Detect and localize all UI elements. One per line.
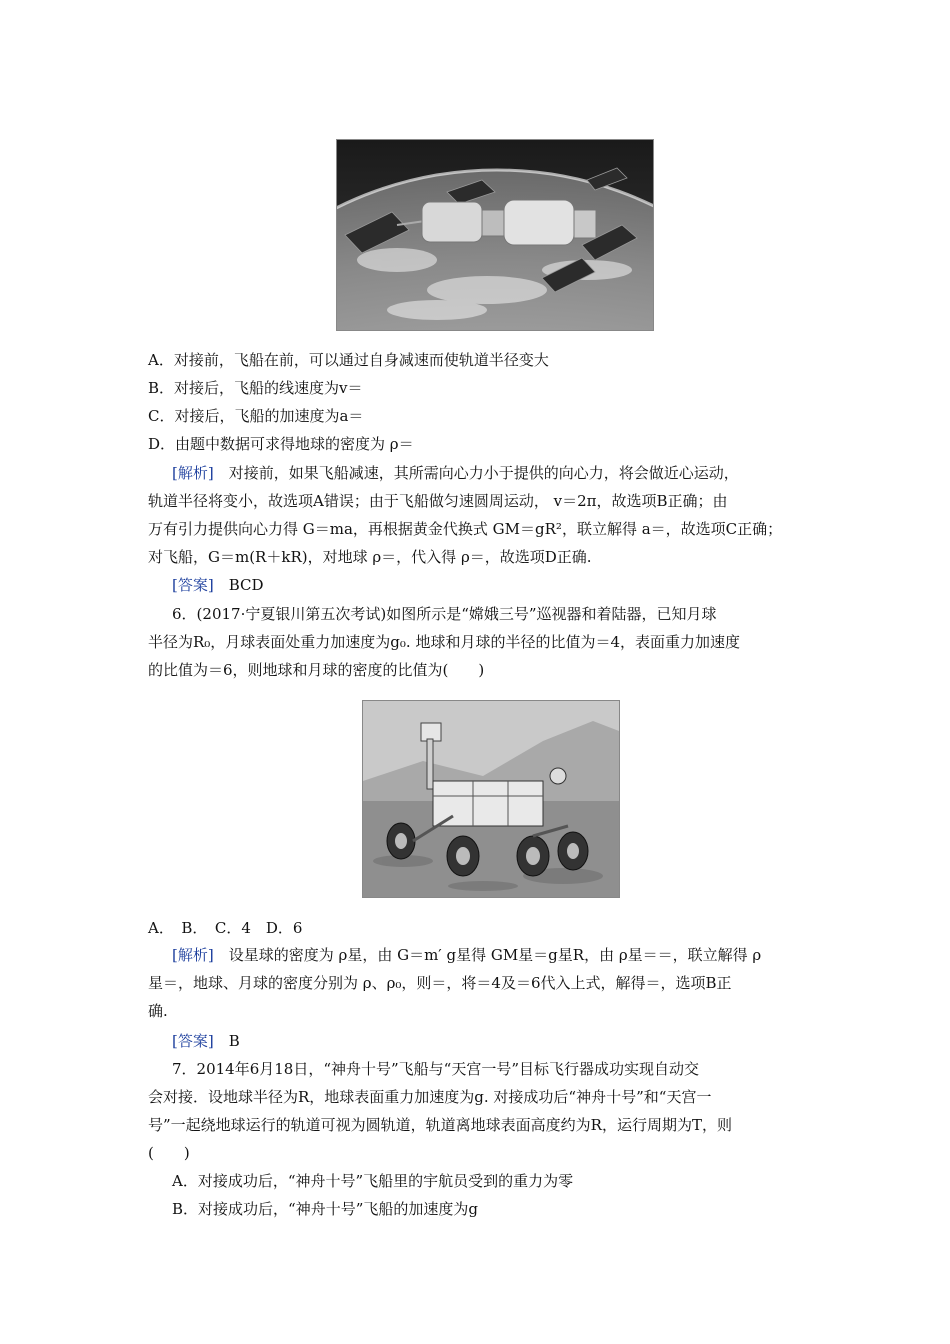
q6-stem-line-2: 半径为R₀，月球表面处重力加速度为g₀. 地球和月球的半径的比值为＝4，表面重力加速度	[148, 633, 741, 651]
q5-analysis-line-1: [解析] 对接前，如果飞船减速，其所需向心力小于提供的向心力，将会做近心运动，	[172, 464, 739, 482]
q6-analysis-line-3: 确.	[148, 1002, 168, 1020]
q6-stem-line-1: 6．(2017·宁夏银川第五次考试)如图所示是“嫦娥三号”巡视器和着陆器，已知月球	[172, 605, 717, 623]
q7-option-a: A．对接成功后，“神舟十号”飞船里的宇航员受到的重力为零	[172, 1172, 574, 1190]
q7-stem-line-3: 号”一起绕地球运行的轨道可视为圆轨道，轨道离地球表面高度约为R，运行周期为T，则	[148, 1116, 732, 1134]
q7-stem-line-1: 7．2014年6月18日，“神舟十号”飞船与“天宫一号”目标飞行器成功实现自动交	[172, 1060, 700, 1078]
q7-option-b: B．对接成功后，“神舟十号”飞船的加速度为g	[172, 1200, 478, 1218]
q5-option-a: A．对接前，飞船在前，可以通过自身减速而使轨道半径变大	[148, 351, 549, 369]
answer-label: [答案]	[172, 1032, 214, 1050]
q5-answer: [答案] BCD	[172, 576, 264, 594]
answer-label: [答案]	[172, 576, 214, 594]
q5-analysis-line-3: 万有引力提供向心力得 G＝ma，再根据黄金代换式 GM＝gR²，联立解得 a＝，故选项C正确；	[148, 520, 783, 538]
analysis-label: [解析]	[172, 464, 214, 482]
q6-analysis-line-2: 星＝，地球、月球的密度分别为 ρ、ρ₀，则＝，将＝4及＝6代入上式，解得＝，选项B正	[148, 974, 732, 992]
q6-analysis-line-1: [解析] 设星球的密度为 ρ星，由 G＝m′ g星得 GM星＝g星R，由 ρ星＝＝，联立解得 ρ	[172, 946, 762, 964]
q7-stem-line-2: 会对接．设地球半径为R，地球表面重力加速度为g. 对接成功后“神舟十号”和“天宫一	[148, 1088, 712, 1106]
q6-options: A． B． C．4 D．6	[148, 919, 303, 937]
q5-analysis-line-4: 对飞船，G＝m(R＋kR)，对地球 ρ＝，代入得 ρ＝，故选项D正确.	[148, 548, 592, 566]
lunar-rover-photo	[362, 700, 620, 898]
q7-stem-line-4: ( )	[148, 1144, 190, 1162]
q5-option-d: D．由题中数据可求得地球的密度为 ρ＝	[148, 435, 414, 453]
spacecraft-docking-photo	[336, 139, 654, 331]
q5-option-b: B．对接后，飞船的线速度为v＝	[148, 379, 363, 397]
q5-analysis-line-2: 轨道半径将变小，故选项A错误；由于飞船做匀速圆周运动， v＝2π，故选项B正确；由	[148, 492, 728, 510]
q5-option-c: C．对接后，飞船的加速度为a＝	[148, 407, 364, 425]
analysis-label: [解析]	[172, 946, 214, 964]
q6-answer: [答案] B	[172, 1032, 240, 1050]
q6-stem-line-3: 的比值为＝6，则地球和月球的密度的比值为( )	[148, 661, 485, 679]
